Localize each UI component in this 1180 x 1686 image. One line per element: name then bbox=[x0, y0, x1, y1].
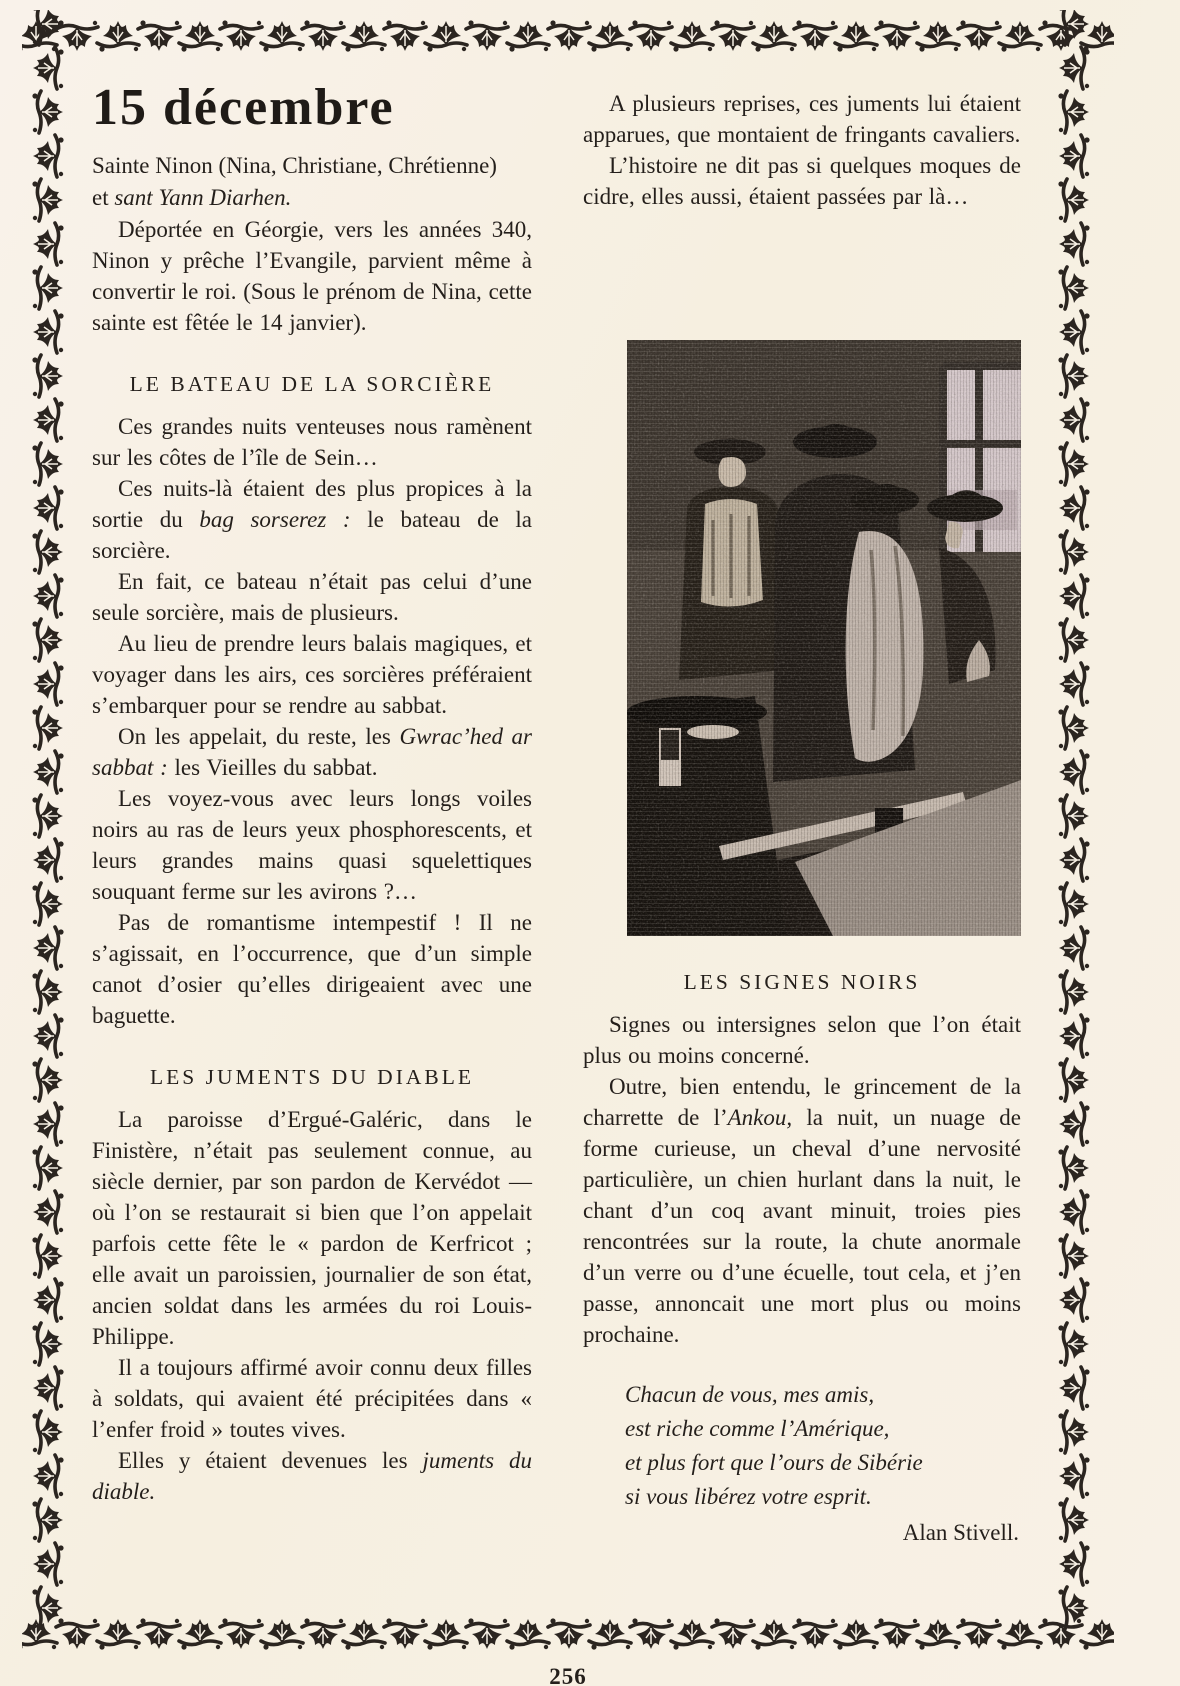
vine-leaf-icon bbox=[32, 707, 63, 749]
vine-leaf-icon bbox=[33, 1191, 64, 1233]
paragraph bbox=[583, 1071, 1021, 1350]
text-run: Sainte Ninon (Nina, Christiane, Chrétienne) bbox=[92, 153, 497, 178]
vine-border-top bbox=[22, 10, 1114, 62]
text-run: LES SIGNES NOIRS bbox=[683, 970, 921, 994]
vine-leaf-icon bbox=[302, 20, 344, 51]
vine-leaf-icon bbox=[32, 1323, 63, 1365]
vine-leaf-icon bbox=[32, 1499, 63, 1541]
vine-leaf-icon bbox=[1059, 927, 1090, 969]
vine-leaf-icon bbox=[466, 20, 508, 51]
vine-leaf-icon bbox=[97, 1619, 139, 1650]
vine-leaf-icon bbox=[302, 1618, 344, 1649]
text-run: la nuit, un nuage de forme curieuse, un cheval d’une nervosité particulière, un chien hurlant dans la nuit, le chant d’un coq avant minuit, troies pies rencontrées sur la route, la chute anormale d’un verre ou d’une écuelle, tout cela, et j’en passe, annoncait une mort plus ou moins prochaine. bbox=[583, 1105, 1021, 1347]
text-run: sant Yann Diarhen. bbox=[114, 185, 292, 210]
text-run: Déportée en Géorgie, vers les années 340, Ninon y prêche l’Evangile, parvient même à convertir le roi. (Sous le prénom de Nina, cette sainte est fêtée le 14 janvier). bbox=[92, 217, 532, 335]
vine-leaf-icon bbox=[33, 1543, 64, 1585]
vine-leaf-icon bbox=[466, 1618, 508, 1649]
vine-leaf-icon bbox=[32, 1059, 63, 1101]
text-run: LE BATEAU DE LA SORCIÈRE bbox=[129, 372, 495, 396]
vine-leaf-icon bbox=[1058, 1411, 1089, 1453]
vine-leaf-icon bbox=[33, 575, 64, 617]
right-column bbox=[583, 88, 1021, 1546]
vine-leaf-icon bbox=[33, 47, 64, 89]
saints-line bbox=[92, 182, 532, 214]
vine-leaf-icon bbox=[33, 839, 64, 881]
vine-leaf-icon bbox=[1058, 707, 1089, 749]
vine-leaf-icon bbox=[32, 179, 63, 221]
vine-leaf-icon bbox=[32, 531, 63, 573]
vine-leaf-icon bbox=[33, 1279, 64, 1321]
vine-leaf-icon bbox=[1059, 399, 1090, 441]
text-run: 15 décembre bbox=[92, 79, 395, 136]
poem-line: et plus fort que l’ours de Sibérie bbox=[625, 1450, 923, 1475]
text-run: Ankou, bbox=[727, 1105, 793, 1130]
vine-leaf-icon bbox=[589, 21, 631, 52]
vine-leaf-icon bbox=[794, 20, 836, 51]
vine-leaf-icon bbox=[32, 267, 63, 309]
vine-leaf-icon bbox=[343, 1619, 385, 1650]
paragraph bbox=[92, 214, 532, 338]
text-run: Il a toujours affirmé avoir connu deux filles à soldats, qui avaient été précipitées dans « l’enfer froid » toutes vives. bbox=[92, 1355, 532, 1442]
text-run: juments du diable. bbox=[92, 1448, 532, 1504]
vine-leaf-icon bbox=[33, 751, 64, 793]
vine-leaf-icon bbox=[33, 311, 64, 353]
vine-leaf-icon bbox=[835, 21, 877, 52]
vine-leaf-icon bbox=[999, 21, 1041, 52]
vine-leaf-icon bbox=[1059, 487, 1090, 529]
vine-leaf-icon bbox=[1058, 619, 1089, 661]
text-run: Outre, bien entendu, le grincement de la charrette de l’ bbox=[583, 1074, 1021, 1130]
vine-leaf-icon bbox=[384, 20, 426, 51]
vine-leaf-icon bbox=[32, 10, 63, 45]
vine-leaf-icon bbox=[32, 971, 63, 1013]
saints-line bbox=[92, 150, 532, 182]
paragraph bbox=[92, 907, 532, 1031]
paragraph bbox=[92, 721, 532, 783]
vine-leaf-icon bbox=[1058, 1235, 1089, 1277]
vine-border-bottom bbox=[22, 1608, 1114, 1660]
vine-leaf-icon bbox=[999, 1619, 1041, 1650]
vine-leaf-icon bbox=[1059, 1279, 1090, 1321]
text-run: le bateau de la sorcière. bbox=[92, 507, 533, 563]
signature bbox=[583, 1520, 1021, 1546]
vine-leaf-icon bbox=[917, 1619, 959, 1650]
poem-line: Chacun de vous, mes amis, bbox=[625, 1382, 875, 1407]
vine-leaf-icon bbox=[1058, 531, 1089, 573]
vine-leaf-icon bbox=[33, 1367, 64, 1409]
vine-leaf-icon bbox=[33, 487, 64, 529]
vine-leaf-icon bbox=[548, 20, 590, 51]
vine-leaf-icon bbox=[138, 1618, 180, 1649]
vine-leaf-icon bbox=[32, 355, 63, 397]
vine-leaf-icon bbox=[32, 1147, 63, 1189]
vine-leaf-icon bbox=[671, 21, 713, 52]
vine-leaf-icon bbox=[1058, 355, 1089, 397]
vine-leaf-icon bbox=[1059, 751, 1090, 793]
text-run: Elles y étaient devenues les bbox=[118, 1448, 423, 1473]
vine-leaf-icon bbox=[1059, 575, 1090, 617]
vine-leaf-icon bbox=[1059, 223, 1090, 265]
vine-leaf-icon bbox=[1058, 883, 1089, 925]
text-run: Signes ou intersignes selon que l’on était plus ou moins concerné. bbox=[583, 1012, 1021, 1068]
vine-leaf-icon bbox=[261, 21, 303, 52]
vine-leaf-icon bbox=[179, 21, 221, 52]
vine-leaf-icon bbox=[384, 1618, 426, 1649]
vine-leaf-icon bbox=[1058, 1147, 1089, 1189]
text-run: La paroisse d’Ergué-Galéric, dans le Finistère, n’était pas seulement connue, au siècle dernier, par son pardon de Kervédot — où l’on se restaurait si bien que l’on appelait parfois cette fête le « pardon de Kerfricot ; elle avait un paroissien, journalier de son état, ancien soldat dans les armées du roi Louis-Philippe. bbox=[92, 1107, 532, 1349]
vine-leaf-icon bbox=[712, 20, 754, 51]
vine-leaf-icon bbox=[32, 1411, 63, 1453]
paragraph bbox=[92, 783, 532, 907]
vine-leaf-icon bbox=[671, 1619, 713, 1650]
text-run: A plusieurs reprises, ces juments lui étaient apparues, que montaient de fringants cavaliers. bbox=[583, 91, 1021, 147]
paragraph bbox=[92, 566, 532, 628]
vine-leaf-icon bbox=[33, 223, 64, 265]
vine-leaf-icon bbox=[97, 21, 139, 52]
vine-leaf-icon bbox=[917, 21, 959, 52]
vine-leaf-icon bbox=[589, 1619, 631, 1650]
paragraph bbox=[92, 1445, 532, 1507]
date-heading bbox=[92, 80, 532, 136]
vine-leaf-icon bbox=[220, 1618, 262, 1649]
text-run: LES JUMENTS DU DIABLE bbox=[150, 1065, 474, 1089]
text-run: Ces nuits-là étaient des plus propices à la sortie du bbox=[92, 476, 532, 532]
text-run: On les appelait, du reste, les bbox=[118, 724, 400, 749]
text-run: L’histoire ne dit pas si quelques moques de cidre, elles aussi, étaient passées par là… bbox=[583, 153, 1021, 209]
vine-leaf-icon bbox=[33, 927, 64, 969]
tavern-engraving-figure bbox=[627, 340, 1021, 936]
section-heading bbox=[583, 968, 1021, 996]
vine-leaf-icon bbox=[507, 1619, 549, 1650]
vine-leaf-icon bbox=[1059, 47, 1090, 89]
vine-leaf-icon bbox=[32, 443, 63, 485]
vine-leaf-icon bbox=[1059, 1015, 1090, 1057]
vine-leaf-icon bbox=[1058, 10, 1089, 45]
vine-leaf-icon bbox=[1058, 179, 1089, 221]
text-run: Les voyez-vous avec leurs longs voiles noirs au ras de leurs yeux phosphorescents, et leurs grandes mains quasi squelettiques souquant ferme sur les avirons ?… bbox=[92, 786, 532, 904]
vine-leaf-icon bbox=[33, 399, 64, 441]
section-heading bbox=[92, 370, 532, 398]
vine-leaf-icon bbox=[876, 1618, 918, 1649]
vine-leaf-icon bbox=[1059, 1367, 1090, 1409]
vine-leaf-icon bbox=[507, 21, 549, 52]
vine-leaf-icon bbox=[33, 663, 64, 705]
paragraph bbox=[583, 1009, 1021, 1071]
vine-leaf-icon bbox=[1058, 1499, 1089, 1541]
text-run: les Vieilles du sabbat. bbox=[167, 755, 378, 780]
paragraph bbox=[92, 1352, 532, 1445]
vine-leaf-icon bbox=[1059, 1543, 1090, 1585]
text-run: Gwrac’hed ar sabbat : bbox=[92, 724, 533, 780]
text-run: Alan Stivell. bbox=[902, 1520, 1019, 1545]
vine-leaf-icon bbox=[1058, 971, 1089, 1013]
vine-leaf-icon bbox=[712, 1618, 754, 1649]
vine-leaf-icon bbox=[425, 1619, 467, 1650]
vine-leaf-icon bbox=[1059, 1191, 1090, 1233]
vine-leaf-icon bbox=[32, 883, 63, 925]
vine-leaf-icon bbox=[32, 91, 63, 133]
text-run: et bbox=[92, 185, 115, 210]
vine-leaf-icon bbox=[1058, 267, 1089, 309]
tavern-engraving bbox=[627, 340, 1021, 936]
poem-line: est riche comme l’Amérique, bbox=[625, 1416, 890, 1441]
page-number: 256 bbox=[549, 1664, 587, 1686]
paragraph bbox=[92, 1104, 532, 1352]
text-run: bag sorserez : bbox=[199, 507, 351, 532]
vine-leaf-icon bbox=[1059, 1103, 1090, 1145]
paragraph bbox=[92, 628, 532, 721]
vine-leaf-icon bbox=[1058, 795, 1089, 837]
text-run: Ces grandes nuits venteuses nous ramènent sur les côtes de l’île de Sein… bbox=[92, 414, 532, 470]
vine-leaf-icon bbox=[32, 795, 63, 837]
vine-leaf-icon bbox=[1059, 311, 1090, 353]
text-run: En fait, ce bateau n’était pas celui d’une seule sorcière, mais de plusieurs. bbox=[92, 569, 532, 625]
vine-leaf-icon bbox=[1059, 135, 1090, 177]
vine-leaf-icon bbox=[32, 1587, 63, 1629]
vine-leaf-icon bbox=[1058, 1587, 1089, 1629]
vine-leaf-icon bbox=[261, 1619, 303, 1650]
vine-leaf-icon bbox=[32, 1235, 63, 1277]
poem-line: si vous libérez votre esprit. bbox=[625, 1484, 872, 1509]
vine-leaf-icon bbox=[33, 1103, 64, 1145]
vine-leaf-icon bbox=[1058, 91, 1089, 133]
right-column-top-text bbox=[583, 88, 1021, 212]
text-run: Au lieu de prendre leurs balais magiques, et voyager dans les airs, ces sorcières préféraient s’embarquer pour se rendre au sabbat. bbox=[92, 631, 532, 718]
vine-leaf-icon bbox=[1058, 443, 1089, 485]
vine-leaf-icon bbox=[753, 1619, 795, 1650]
text-run: Pas de romantisme intempestif ! Il ne s’agissait, en l’occurrence, que d’un simple canot d’osier qu’elles dirigeaient avec une baguette. bbox=[92, 910, 532, 1028]
vine-leaf-icon bbox=[32, 619, 63, 661]
vine-leaf-icon bbox=[220, 20, 262, 51]
paragraph bbox=[92, 411, 532, 473]
vine-leaf-icon bbox=[753, 21, 795, 52]
vine-leaf-icon bbox=[876, 20, 918, 51]
vine-leaf-icon bbox=[835, 1619, 877, 1650]
vine-leaf-icon bbox=[630, 20, 672, 51]
paragraph bbox=[583, 88, 1021, 150]
paragraph bbox=[583, 150, 1021, 212]
vine-leaf-icon bbox=[1058, 1059, 1089, 1101]
vine-leaf-icon bbox=[1058, 1323, 1089, 1365]
right-column-bottom-text bbox=[583, 968, 1021, 1546]
vine-leaf-icon bbox=[548, 1618, 590, 1649]
vine-border-right bbox=[1048, 10, 1100, 1654]
vine-leaf-icon bbox=[343, 21, 385, 52]
vine-leaf-icon bbox=[1059, 1455, 1090, 1497]
paragraph bbox=[92, 473, 532, 566]
vine-leaf-icon bbox=[958, 1618, 1000, 1649]
poem bbox=[625, 1378, 1021, 1514]
vine-leaf-icon bbox=[33, 135, 64, 177]
vine-leaf-icon bbox=[958, 20, 1000, 51]
vine-leaf-icon bbox=[794, 1618, 836, 1649]
vine-leaf-icon bbox=[1059, 663, 1090, 705]
vine-leaf-icon bbox=[33, 1015, 64, 1057]
section-heading bbox=[92, 1063, 532, 1091]
vine-leaf-icon bbox=[138, 20, 180, 51]
vine-leaf-icon bbox=[1059, 839, 1090, 881]
vine-border-left bbox=[22, 10, 74, 1654]
vine-leaf-icon bbox=[425, 21, 467, 52]
vine-leaf-icon bbox=[630, 1618, 672, 1649]
vine-leaf-icon bbox=[33, 1455, 64, 1497]
left-column bbox=[92, 80, 532, 1507]
vine-leaf-icon bbox=[179, 1619, 221, 1650]
